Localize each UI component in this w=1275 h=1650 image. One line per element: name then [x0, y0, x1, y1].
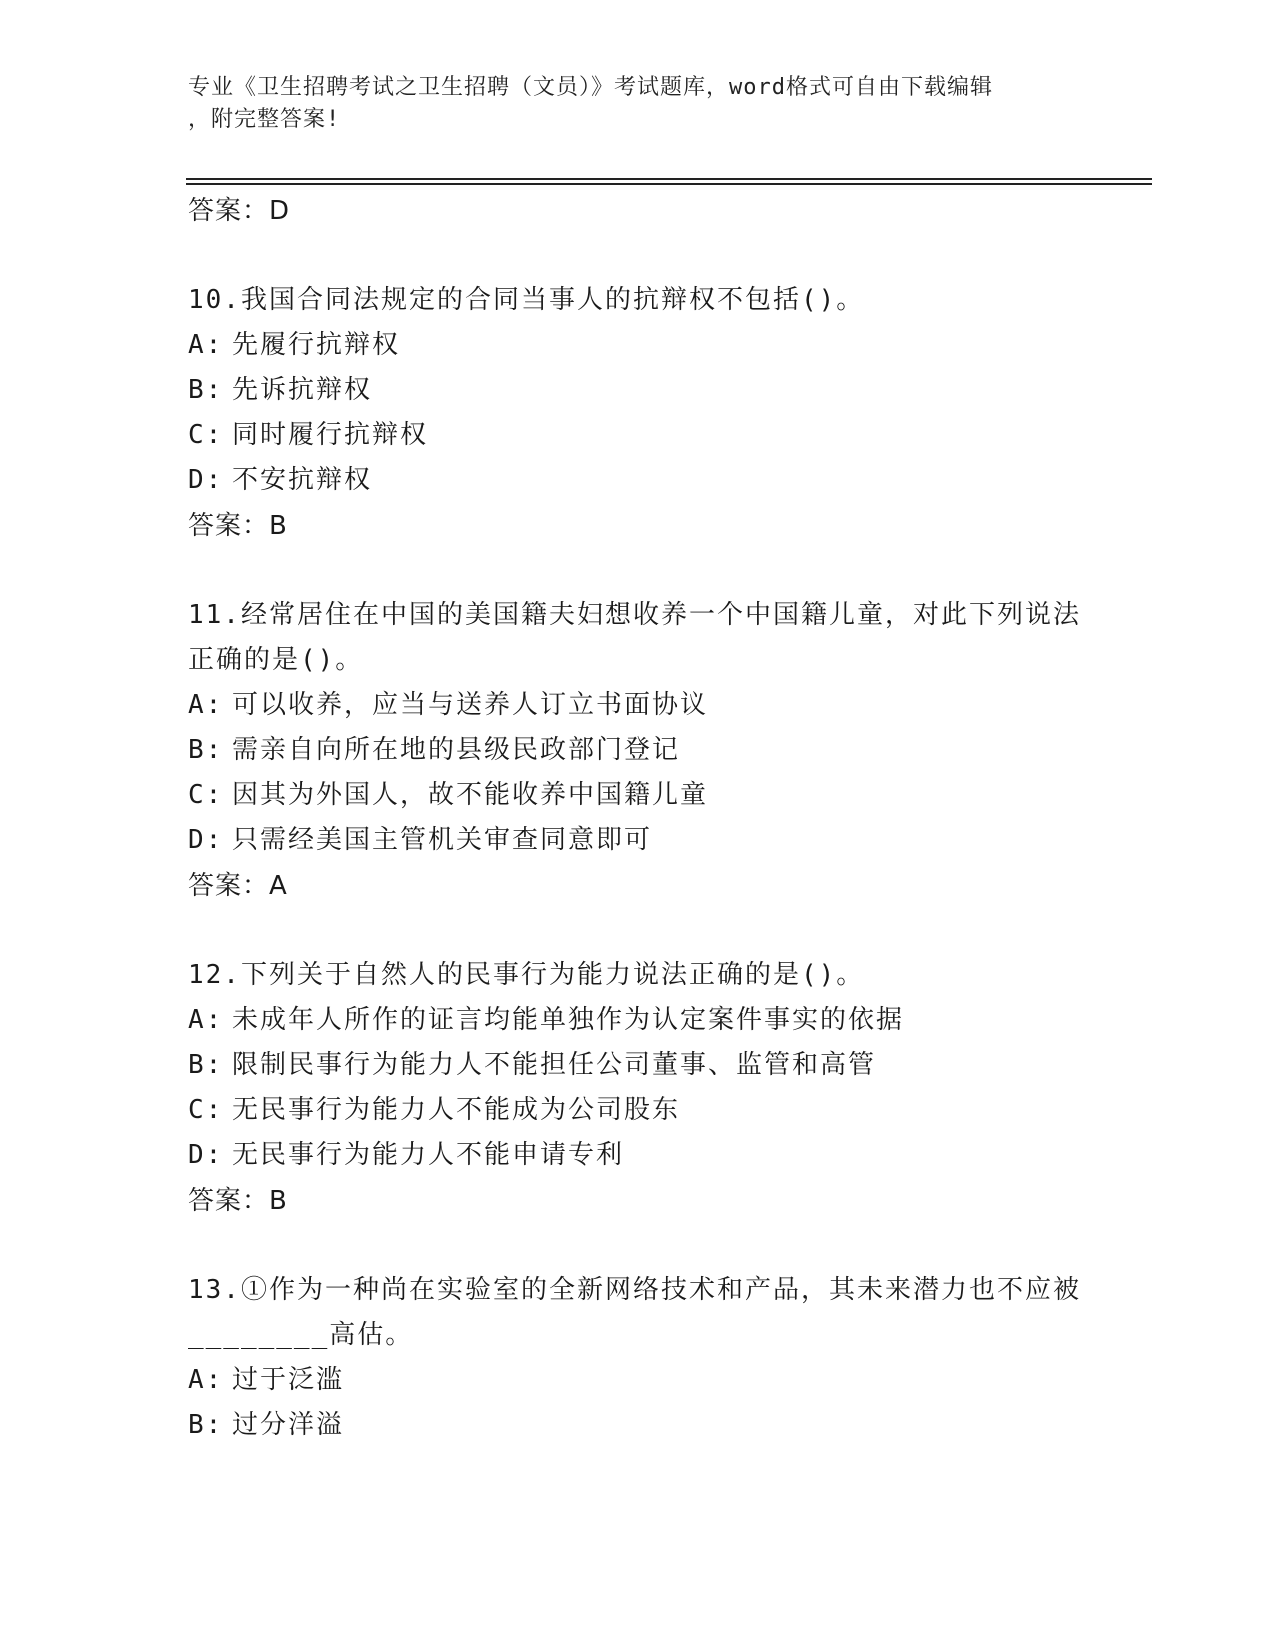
document-header	[188, 72, 1088, 136]
question-12	[188, 953, 1088, 1224]
answer-line: 答案：A	[188, 871, 288, 901]
option-key: A:	[188, 330, 224, 360]
option-b	[188, 368, 1088, 413]
question-text: 11.经常居住在中国的美国籍夫妇想收养一个中国籍儿童，对此下列说法正确的是()。	[188, 600, 1081, 675]
option-text: 先履行抗辩权	[232, 330, 401, 360]
option-d	[188, 818, 1088, 863]
option-key: C:	[188, 780, 224, 810]
option-key: A:	[188, 1005, 224, 1035]
option-key: A:	[188, 690, 224, 720]
option-b	[188, 1043, 1088, 1088]
option-text: 限制民事行为能力人不能担任公司董事、监管和高管	[232, 1050, 877, 1080]
question-13	[188, 1268, 1088, 1448]
header-rule-bottom	[186, 183, 1152, 185]
option-text: 不安抗辩权	[232, 465, 373, 495]
option-a	[188, 998, 1088, 1043]
option-b	[188, 728, 1088, 773]
option-text: 同时履行抗辩权	[232, 420, 429, 450]
option-text: 未成年人所作的证言均能单独作为认定案件事实的依据	[232, 1005, 905, 1035]
option-text: 过分洋溢	[232, 1410, 345, 1440]
option-c	[188, 413, 1088, 458]
question-10	[188, 278, 1088, 549]
answer-line: 答案：B	[188, 511, 288, 541]
header-rule-top	[186, 178, 1152, 180]
option-text: 过于泛滥	[232, 1365, 345, 1395]
option-text: 先诉抗辩权	[232, 375, 373, 405]
header-line-1: 专业《卫生招聘考试之卫生招聘（文员）》考试题库，word格式可自由下载编辑	[188, 75, 993, 100]
option-c	[188, 773, 1088, 818]
option-d	[188, 1133, 1088, 1178]
header-line-2: ，附完整答案!	[188, 107, 341, 132]
option-text: 可以收养，应当与送养人订立书面协议	[232, 690, 709, 720]
option-c	[188, 1088, 1088, 1133]
option-b	[188, 1403, 1088, 1448]
option-key: D:	[188, 465, 224, 495]
option-text: 无民事行为能力人不能成为公司股东	[232, 1095, 681, 1125]
option-text: 需亲自向所在地的县级民政部门登记	[232, 735, 681, 765]
question-text: 10.我国合同法规定的合同当事人的抗辩权不包括()。	[188, 285, 865, 315]
previous-answer: 答案：D	[188, 196, 291, 226]
question-text: 12.下列关于自然人的民事行为能力说法正确的是()。	[188, 960, 865, 990]
option-d	[188, 458, 1088, 503]
option-a	[188, 683, 1088, 728]
answer-line: 答案：B	[188, 1186, 288, 1216]
option-text: 因其为外国人，故不能收养中国籍儿童	[232, 780, 709, 810]
option-text: 只需经美国主管机关审查同意即可	[232, 825, 653, 855]
question-list	[188, 188, 1088, 1492]
option-key: C:	[188, 420, 224, 450]
option-key: D:	[188, 1140, 224, 1170]
option-key: C:	[188, 1095, 224, 1125]
option-a	[188, 1358, 1088, 1403]
question-text: 13.①作为一种尚在实验室的全新网络技术和产品，其未来潜力也不应被________高估。	[188, 1275, 1081, 1350]
option-key: B:	[188, 1410, 224, 1440]
option-key: D:	[188, 825, 224, 855]
option-key: B:	[188, 375, 224, 405]
option-key: B:	[188, 735, 224, 765]
option-text: 无民事行为能力人不能申请专利	[232, 1140, 625, 1170]
question-11	[188, 593, 1088, 909]
option-key: B:	[188, 1050, 224, 1080]
option-key: A:	[188, 1365, 224, 1395]
option-a	[188, 323, 1088, 368]
